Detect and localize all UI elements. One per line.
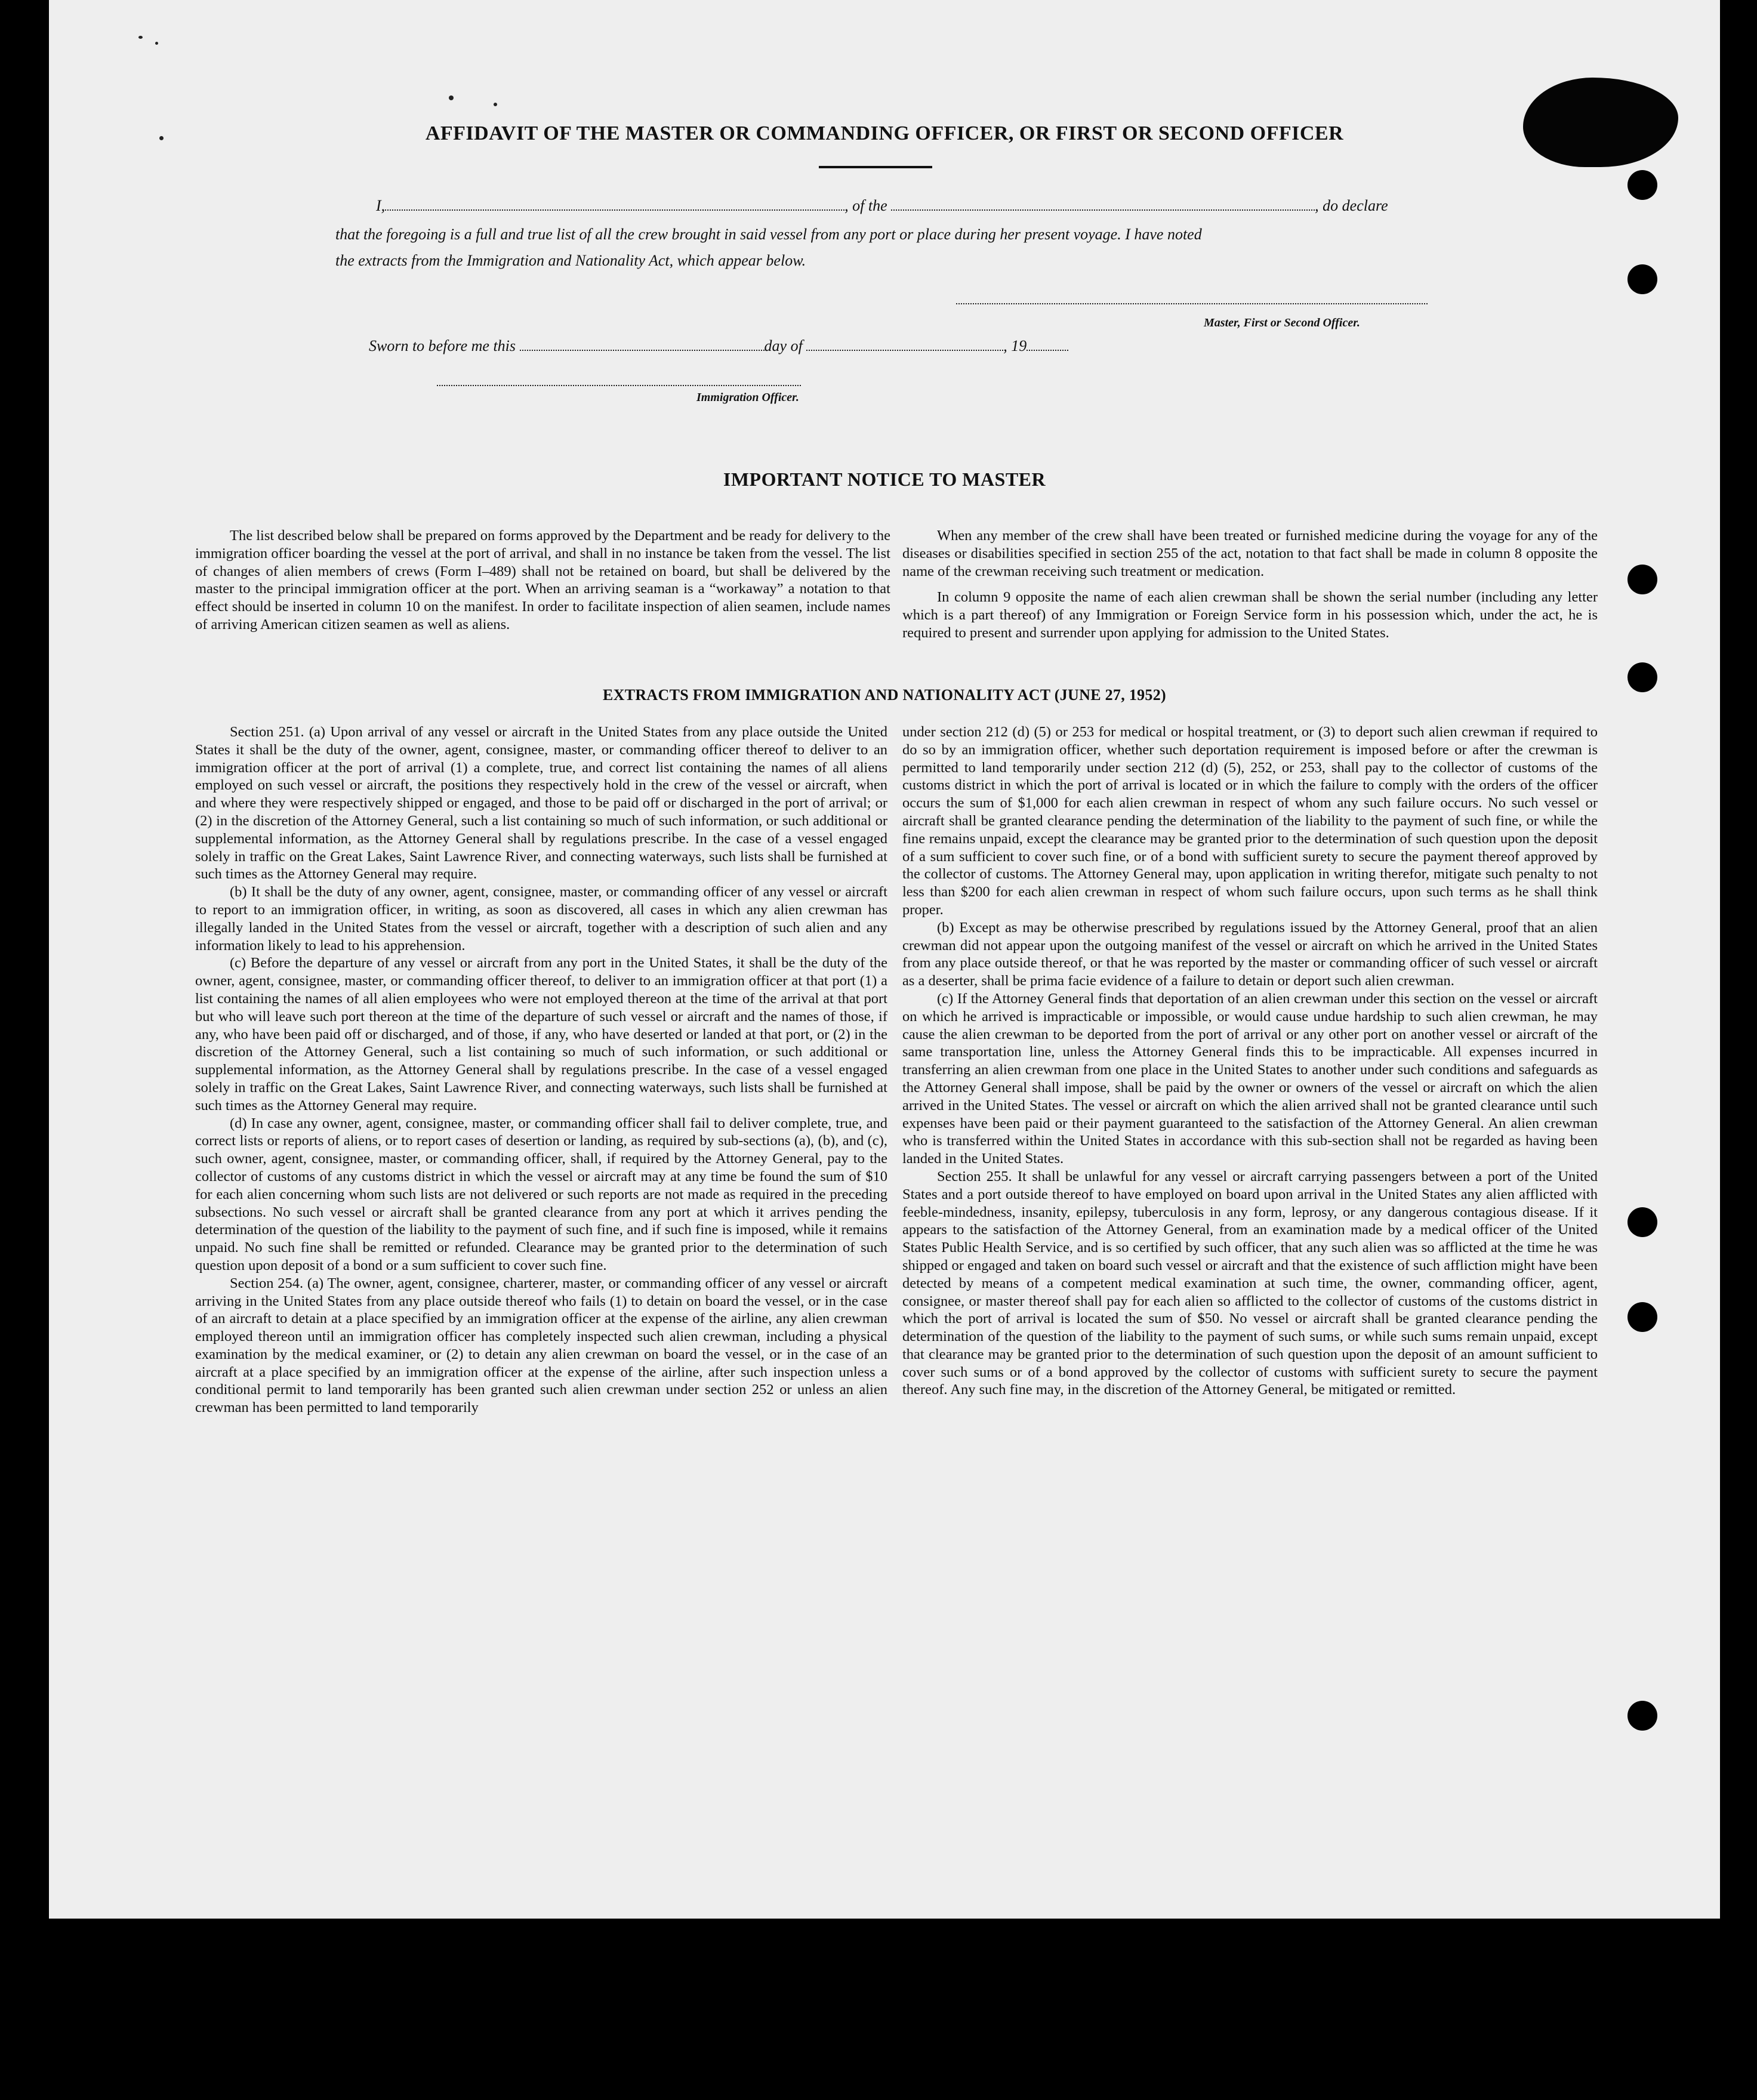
master-caption: Master, First or Second Officer. [1204,316,1360,329]
section-254a: Section 254. (a) The owner, agent, consignee, charterer, master, or commanding officer of any vessel or aircraft arriving in the United States from any place outside thereof who fails (1) to detain on board the vessel, or in the case of an aircraft to detain at a place specified by an immigration officer at the expense of the airline, any alien crewman employed thereon until an immigration officer has completely inspected such alien crewman, including a physical examination by the medical examiner, or (2) to detain any alien crewman on board the vessel, or in the case of an aircraft at a place specified by an immigration officer at the expense of the airline, after such inspection unless a conditional permit to land temporarily has been granted such alien crewman under section 252 or unless an alien crewman has been permitted to land temporarily [195,1275,887,1416]
notice-title: IMPORTANT NOTICE TO MASTER [723,468,1046,490]
speck [449,95,454,100]
document-page [49,0,1720,1919]
section-251b: (b) It shall be the duty of any owner, agent, consignee, master, or commanding officer of any vessel or aircraft to report to an immigration officer, in writing, as soon as discovered, all cases in which any alien crewman has illegally landed in the United States from the vessel or aircraft, together with a description of such alien and any information likely to lead to his apprehension. [195,884,887,954]
sworn-year-blank [1027,350,1068,351]
speck [138,36,143,39]
sworn-label: Sworn to before me this [369,337,516,354]
name-blank [385,209,844,211]
extracts-right-column [902,723,1598,1399]
extracts-title: EXTRACTS FROM IMMIGRATION AND NATIONALITY ACT (JUNE 27, 1952) [602,686,1166,704]
vessel-blank [891,209,1315,211]
notice-paragraph: The list described below shall be prepared on forms approved by the Department and be ready for delivery to the immigration officer boarding the vessel at the port of arrival, and shall in no instance be taken from the vessel. The list of changes of alien members of crews (Form I–489) shall not be retained on board, but shall be delivered by the master to the principal immigration officer at the port. When an arriving seaman is a “workaway” a notation to that effect should be inserted in column 10 on the manifest. In order to facilitate inspection of alien seamen, include names of arriving American citizen seamen as well as aliens. [195,528,890,633]
affidavit-title: AFFIDAVIT OF THE MASTER OR COMMANDING OFFICER, OR FIRST OR SECOND OFFICER [425,122,1344,144]
sworn-line [369,337,1068,355]
notice-left-column [195,527,890,634]
section-254c: (c) If the Attorney General finds that deportation of an alien crewman under this section on the vessel or aircraft on which he arrived is impracticable or impossible, or would cause undue hardship to such alien crewman, he may cause the alien crewman to be deported from the port of arrival or any other port on another vessel or aircraft of the same transportation line, unless the Attorney General finds this to be impracticable. All expenses incurred in transferring an alien crewman from one place in the United States to another under such conditions and safeguards as the Attorney General shall impose, shall be paid by the owner or owners of the vessel or aircraft on which the alien arrived in the United States. The vessel or aircraft on which the alien arrived shall not be granted clearance until such expenses have been paid or their payment guaranteed to the satisfaction of the Attorney General. An alien crewman who is transferred within the United States in accordance with this sub-section shall not be regarded as having been landed in the United States. [902,990,1598,1167]
notice-paragraph: In column 9 opposite the name of each alien crewman shall be shown the serial number (including any letter which is a part thereof) of any Immigration or Foreign Service form in his possession which, under the act, he is required to present and surrender upon applying for admission to the United States. [902,589,1598,641]
punch-hole [1627,1302,1657,1332]
speck [494,103,497,106]
do-declare-label: , do declare [1315,197,1388,214]
punch-hole [1627,264,1657,294]
master-signature-line [956,303,1428,304]
section-251d: (d) In case any owner, agent, consignee, master, or commanding officer shall fail to deliver complete, true, and correct lists or reports of aliens, or to report cases of desertion or landing, as required by sub-sections (a), (b), and (c), such owner, agent, consignee, master, or commanding officer, shall, if required by the Attorney General, pay to the collector of customs of any customs district in which the vessel or aircraft may at any time be found the sum of $10 for each alien concerning whom such lists are not delivered or such reports are not made as required in the preceding subsections. No such vessel or aircraft shall be granted clearance from any port at which it arrives pending the determination of the question of the liability to the payment of such fine, and if such fine is imposed, while it remains unpaid. No such fine shall be remitted or refunded. Clearance may be granted prior to the determination of such question upon deposit of a bond or a sum sufficient to cover such fine. [195,1115,887,1273]
declaration-line [376,197,1388,215]
declaration-text-1: that the foregoing is a full and true list of all the crew brought in said vessel from any port or place during her present voyage. I have noted [335,226,1202,243]
punch-hole [1627,170,1657,200]
title-rule [819,166,932,168]
section-254a-cont: under section 212 (d) (5) or 253 for medical or hospital treatment, or (3) to deport such alien crewman if required to do so by an immigration officer, whether such deportation requirement is imposed before or after the crewman is permitted to land temporarily under section 212 (d) (5), 252, or 253, shall pay to the collector of customs of the customs district in which the port of arrival is located or in which the failure to comply with the orders of the officer occurs the sum of $1,000 for each alien crewman in respect of whom any such failure occurs. No such vessel or aircraft shall be granted clearance pending the determination of the liability to the payment of such fine, or while the fine remains unpaid, except the clearance may be granted prior to the determination of such question upon the deposit of a sum sufficient to cover such fine, or of a bond with sufficient surety to secure the payment thereof approved by the collector of customs. The Attorney General may, upon application in writing therefor, mitigate such penalty to not less than $200 for each alien crewman in respect of whom such failure occurs, upon such terms as he shall think proper. [902,724,1598,918]
section-251c: (c) Before the departure of any vessel or aircraft from any port in the United States, it shall be the duty of the owner, agent, consignee, master, or commanding officer thereof, to deliver to an immigration officer at that port (1) a list containing the names of all alien employees who were not employed thereon at the time of the arrival at that port but who will leave such port thereon at the time of the departure of such vessel or aircraft and the names of those, if any, who have been paid off or discharged, and of those, if any, who have deserted or landed at that port, or (2) in the discretion of the Attorney General, such a list containing so much of such information, or such additional or supplemental information, as the Attorney General shall by regulations prescribe. In the case of a vessel engaged solely in traffic on the Great Lakes, Saint Lawrence River, and connecting waterways, such lists shall be furnished at such times as the Attorney General may require. [195,955,887,1114]
immigration-caption: Immigration Officer. [696,391,799,404]
day-of-label: day of [764,337,803,354]
immigration-signature-line [437,385,801,386]
punch-hole [1627,565,1657,594]
punch-hole [1627,1701,1657,1731]
section-251a: Section 251. (a) Upon arrival of any vessel or aircraft in the United States from any place outside the United States it shall be the duty of the owner, agent, consignee, master, or commanding officer thereof to deliver to an immigration officer at the port of arrival (1) a complete, true, and correct list containing the names of all aliens employed on such vessel or aircraft, the positions they respectively hold in the crew of the vessel or aircraft, when and where they were respectively shipped or engaged, and those to be paid off or discharged in the port of arrival; or (2) in the discretion of the Attorney General, such a list containing so much of such information, or such additional or supplemental information, as the Attorney General shall by regulations prescribe. In the case of a vessel engaged solely in traffic on the Great Lakes, Saint Lawrence River, and connecting waterways, such lists shall be furnished at such times as the Attorney General may require. [195,724,887,883]
notice-right-column [902,527,1598,642]
notice-paragraph: When any member of the crew shall have been treated or furnished medicine during the voyage for any of the diseases or disabilities specified in section 255 of the act, notation to that fact shall be made in column 8 opposite the name of the crewman receiving such treatment or medication. [902,528,1598,579]
sworn-day-blank [520,350,765,351]
sworn-month-blank [806,350,1003,351]
i-label: I, [376,197,386,214]
of-the-label: , of the [844,197,887,214]
section-255: Section 255. It shall be unlawful for any vessel or aircraft carrying passengers between a port of the United States and a port outside thereof to have employed on board upon arrival in the United States any alien afflicted with feeble-mindedness, insanity, epilepsy, tuberculosis in any form, leprosy, or any dangerous contagious disease. If it appears to the satisfaction of the Attorney General, from an examination made by a medical officer of the United States Public Health Service, and is so certified by such officer, that any such alien was so afflicted at the time he was shipped or engaged and taken on board such vessel or aircraft and that the existence of such affliction might have been detected by means of a competent medical examination at such time, the owner, commanding officer, agent, consignee, or master thereof shall pay for each alien so afflicted to the collector of customs of the customs district in which the port of arrival is located the sum of $50. No vessel or aircraft shall be granted clearance pending the determination of the question of the liability to the payment of such sums, or while such sums remain unpaid, except that clearance may be granted prior to the determination of such question upon the deposit of an amount sufficient to cover such sums or of a bond approved by the collector of customs with sufficient surety to secure the payment thereof. Any such fine may, in the discretion of the Attorney General, be mitigated or remitted. [902,1168,1598,1398]
punch-hole [1627,1207,1657,1237]
year-label: , 19 [1003,337,1027,354]
speck [155,42,158,45]
section-254b: (b) Except as may be otherwise prescribed by regulations issued by the Attorney General, proof that an alien crewman did not appear upon the outgoing manifest of the vessel or aircraft on which he arrived in the United States from any place outside thereof, or that he was reported by the master or commanding officer of such vessel or aircraft as a deserter, shall be prima facie evidence of a failure to detain or deport such alien crewman. [902,919,1598,989]
extracts-left-column [195,723,887,1417]
declaration-text-2: the extracts from the Immigration and Nationality Act, which appear below. [335,252,806,269]
